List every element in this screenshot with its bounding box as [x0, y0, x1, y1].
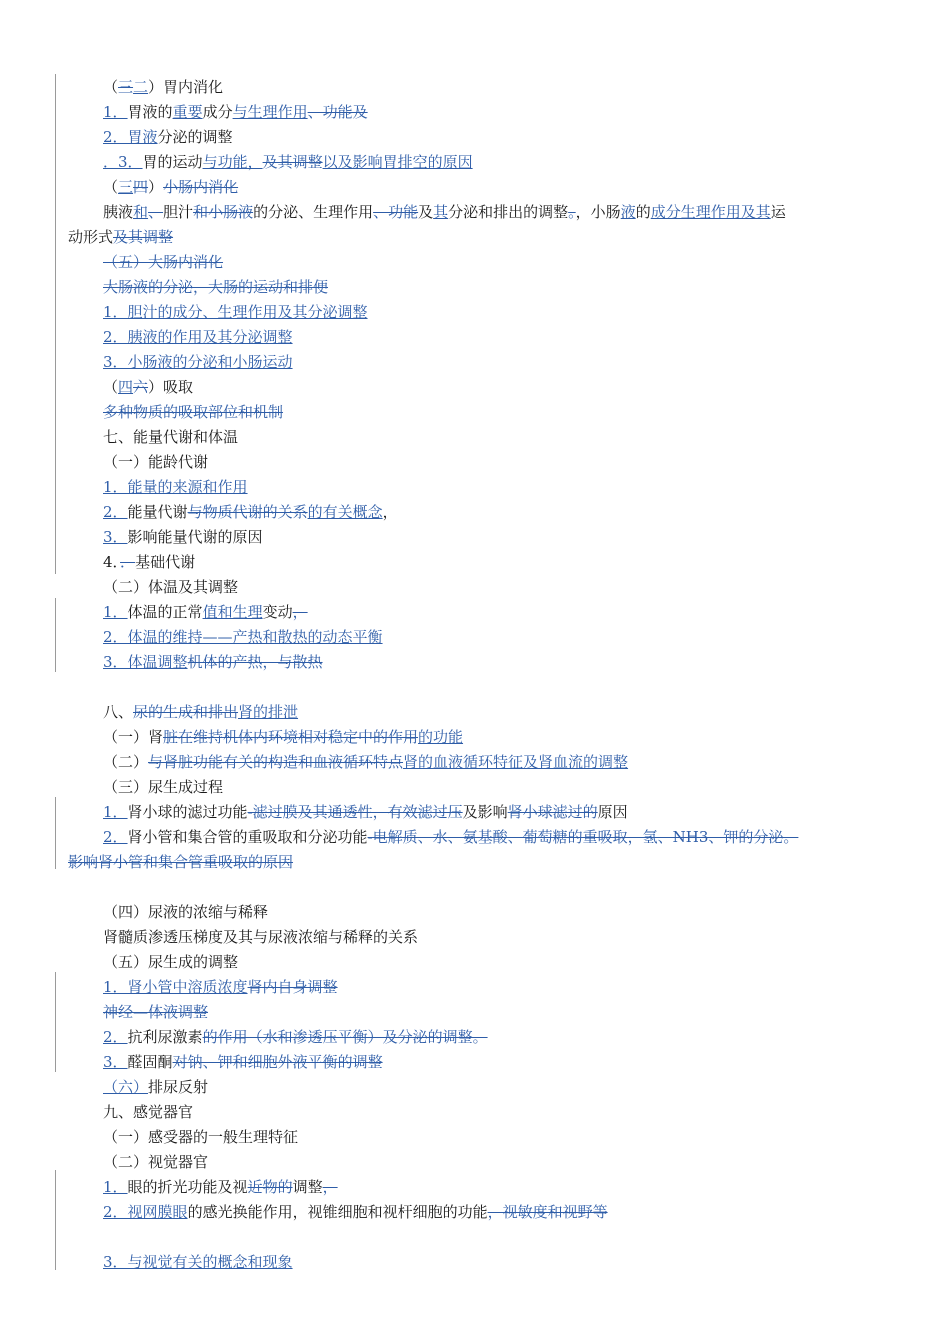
list-item: 2．视网膜眼的感光换能作用，视锥细胞和视杆细胞的功能，视敏度和视野等 [103, 1203, 608, 1221]
list-item: 3．与视觉有关的概念和现象 [103, 1253, 293, 1271]
list-item: 2．体温的维持——产热和散热的动态平衡 [103, 628, 383, 646]
list-item: 多种物质的吸取部位和机制 [103, 403, 284, 421]
list-item: 大肠液的分泌，大肠的运动和排便 [103, 278, 329, 296]
list-item: 3．影响能量代谢的原因 [103, 528, 263, 546]
list-item: ．3．胃的运动与功能，及其调整以及影响胃排空的原因 [103, 153, 473, 171]
chapter-heading: 七、能量代谢和体温 [103, 428, 239, 446]
list-item: 3．小肠液的分泌和小肠运动 [103, 353, 293, 371]
paragraph-line: 肾髓质渗透压梯度及其与尿液浓缩与稀释的关系 [103, 928, 419, 946]
list-item: 3．醛固酮对钠、钾和细胞外液平衡的调整 [103, 1053, 383, 1071]
section-heading: （四）尿液的浓缩与稀释 [103, 903, 269, 921]
chapter-heading: 九、感觉器官 [103, 1103, 194, 1121]
list-item: 1．能量的来源和作用 [103, 478, 248, 496]
change-bar [55, 598, 56, 672]
change-bar [55, 797, 56, 869]
section-heading: （二）与肾脏功能有关的构造和血液循环特点肾的血液循环特征及肾血流的调整 [103, 753, 629, 771]
list-item: 1．肾小球的滤过功能-滤过膜及其通透性，有效滤过压及影响肾小球滤过的原因 [103, 803, 628, 821]
list-item: 影响肾小管和集合管重吸取的原因 [68, 853, 294, 871]
list-item: 神经—体液调整 [103, 1003, 209, 1021]
section-heading: （二）体温及其调整 [103, 578, 239, 596]
list-item: 2．肾小管和集合管的重吸取和分泌功能-电解质、水、氨基酸、葡萄糖的重吸取，氢、NH3、钾的分泌。 [103, 828, 799, 846]
list-item: 1．胆汁的成分、生理作用及其分泌调整 [103, 303, 368, 321]
list-item: 4．．基础代谢 [103, 553, 196, 571]
section-heading: （一）能龄代谢 [103, 453, 209, 471]
list-item: 2．能量代谢与物质代谢的关系的有关概念， [103, 503, 398, 521]
list-item: 1．眼的折光功能及视近物的调整， [103, 1178, 338, 1196]
section-heading: （四六）吸取 [103, 378, 194, 396]
section-heading: （三二）胃内消化 [103, 78, 224, 96]
list-item: （五）大肠内消化 [103, 253, 224, 271]
list-item: 2．胰液的作用及其分泌调整 [103, 328, 293, 346]
change-bar [55, 1170, 56, 1270]
section-heading: （一）感受器的一般生理特征 [103, 1128, 299, 1146]
section-heading: （三）尿生成过程 [103, 778, 224, 796]
list-item: 1．肾小管中溶质浓度肾内自身调整 [103, 978, 338, 996]
section-heading: （一）肾脏在维持机体内环境相对稳定中的作用的功能 [103, 728, 464, 746]
change-bar [55, 74, 56, 574]
list-item: 3．体温调整机体的产热，与散热 [103, 653, 323, 671]
list-item: 2．抗利尿激素的作用（水和渗透压平衡）及分泌的调整。 [103, 1028, 488, 1046]
chapter-heading: 八、尿的生成和排出肾的排泄 [103, 703, 299, 721]
section-heading: （六）排尿反射 [103, 1078, 209, 1096]
list-item: 2．胃液分泌的调整 [103, 128, 233, 146]
section-heading: （五）尿生成的调整 [103, 953, 239, 971]
list-item: 1．胃液的重要成分与生理作用、功能及 [103, 103, 368, 121]
change-bar [55, 972, 56, 1072]
section-heading: （二）视觉器官 [103, 1153, 209, 1171]
paragraph-line: 胰液和、胆汁和小肠液的分泌、生理作用、功能及其分泌和排出的调整。，小肠液的成分生理作用及其运 [103, 203, 786, 221]
paragraph-line: 动形式及其调整 [68, 228, 174, 246]
list-item: 1．体温的正常值和生理变动， [103, 603, 308, 621]
section-heading: （三四）小肠内消化 [103, 178, 239, 196]
